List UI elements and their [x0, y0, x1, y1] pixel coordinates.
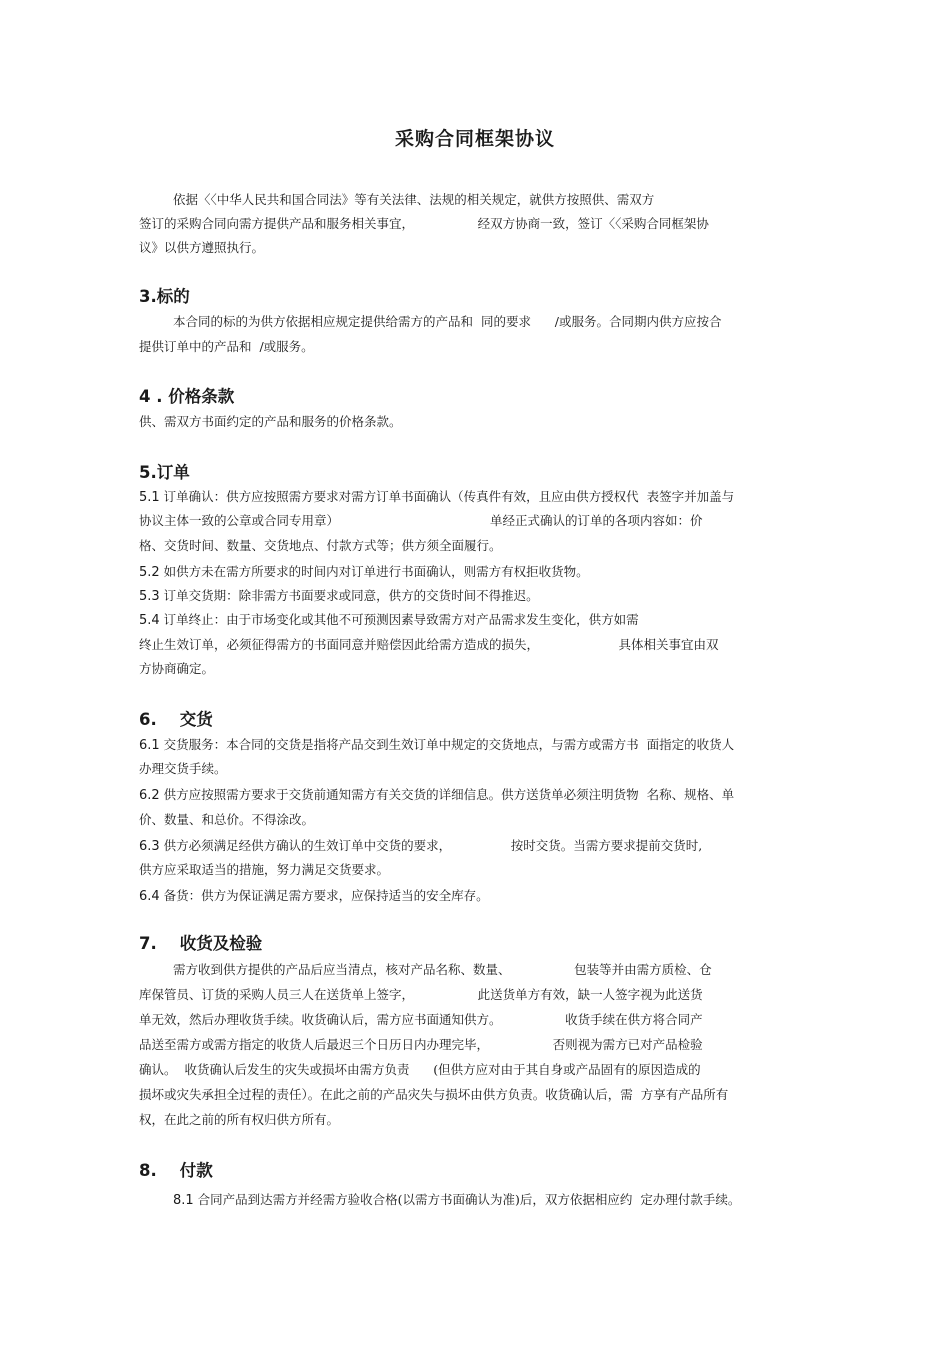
section-7-heading: 7. 收货及检验 — [139, 934, 263, 953]
clause-5-1-line-3: 格、交货时间、数量、交货地点、付款方式等；供方须全面履行。 — [139, 538, 502, 553]
section-7-line-5: 确认。 收货确认后发生的灾失或损坏由需方负责 (但供方应对由于其自身或产品固有的原因造成的 — [139, 1062, 701, 1077]
clause-6-2-line-1: 6.2 供方应按照需方要求于交货前通知需方有关交货的详细信息。供方送货单必须注明货物 名称、规格、单 — [139, 787, 735, 803]
clause-6-3-line-1: 6.3 供方必须满足经供方确认的生效订单中交货的要求， 按时交货。当需方要求提前交货时, — [139, 838, 703, 854]
section-7-line-6: 损坏或灾失承担全过程的责任）。在此之前的产品灾失与损坏由供方负责。收货确认后，需 方享有产品所有 — [139, 1087, 729, 1102]
clause-5-2: 5.2 如供方未在需方所要求的时间内对订单进行书面确认，则需方有权拒收货物。 — [139, 564, 589, 580]
clause-5-1-line-2: 协议主体一致的公章或合同专用章） 单经正式确认的订单的各项内容如：价 — [139, 513, 703, 528]
section-7-line-1: 需方收到供方提供的产品后应当清点，核对产品名称、数量、 包装等并由需方质检、仓 — [173, 962, 712, 977]
clause-number: 5.1 — [139, 490, 160, 505]
clause-number: 5.3 — [139, 589, 160, 604]
section-4-heading: 4 . 价格条款 — [139, 387, 235, 406]
clause-number: 5.4 — [139, 613, 160, 628]
preamble-line-3: 议》以供方遵照执行。 — [139, 240, 265, 255]
section-7-line-2: 库保管员、订货的采购人员三人在送货单上签字， 此送货单方有效，缺一人签字视为此送货 — [139, 987, 703, 1002]
preamble-line-2: 签订的采购合同向需方提供产品和服务相关事宜， 经双方协商一致，签订〈〈采购合同框架协 — [139, 216, 709, 231]
clause-5-4-line-2: 终止生效订单，必须征得需方的书面同意并赔偿因此给需方造成的损失， 具体相关事宜由双 — [139, 637, 719, 652]
section-3-line-2: 提供订单中的产品和 /或服务。 — [139, 339, 314, 354]
clause-6-3-line-2: 供方应采取适当的措施，努力满足交货要求。 — [139, 862, 390, 877]
preamble-line-1: 依据〈〈中华人民共和国合同法》等有关法律、法规的相关规定，就供方按照供、需双方 — [173, 192, 655, 207]
clause-6-4: 6.4 备货：供方为保证满足需方要求，应保持适当的安全库存。 — [139, 888, 489, 904]
section-4-line-1: 供、需双方书面约定的产品和服务的价格条款。 — [139, 414, 402, 429]
section-7-line-4: 品送至需方或需方指定的收货人后最迟三个日历日内办理完毕， 否则视为需方已对产品检验 — [139, 1037, 703, 1052]
clause-number: 6.4 — [139, 889, 160, 904]
section-5-heading: 5.订单 — [139, 463, 190, 482]
section-8-heading: 8. 付款 — [139, 1161, 213, 1180]
clause-number: 8.1 — [173, 1193, 194, 1208]
clause-number: 6.1 — [139, 738, 160, 753]
clause-5-4-line-3: 方协商确定。 — [139, 661, 215, 676]
clause-6-1-line-2: 办理交货手续。 — [139, 761, 227, 776]
clause-number: 6.3 — [139, 839, 160, 854]
clause-number: 6.2 — [139, 788, 160, 803]
clause-5-1-line-1: 5.1 订单确认：供方应按照需方要求对需方订单书面确认（传真件有效，且应由供方授权代 表签字并加盖与 — [139, 489, 735, 505]
clause-5-3: 5.3 订单交货期：除非需方书面要求或同意，供方的交货时间不得推迟。 — [139, 588, 539, 604]
section-7-line-3: 单无效，然后办理收货手续。收货确认后，需方应书面通知供方。 收货手续在供方将合同产 — [139, 1012, 703, 1027]
clause-8-1: 8.1 合同产品到达需方并经需方验收合格(以需方书面确认为准)后，双方依据相应约 定办理付款手续。 — [173, 1192, 741, 1208]
section-3-line-1: 本合同的标的为供方依据相应规定提供给需方的产品和 同的要求 /或服务。合同期内供方应按合 — [173, 314, 722, 329]
clause-5-4-line-1: 5.4 订单终止：由于市场变化或其他不可预测因素导致需方对产品需求发生变化，供方如需 — [139, 612, 639, 628]
clause-number: 5.2 — [139, 565, 160, 580]
section-3-heading: 3.标的 — [139, 287, 190, 306]
clause-6-2-line-2: 价、数量、和总价。不得涂改。 — [139, 812, 315, 827]
document-title: 采购合同框架协议 — [394, 128, 555, 150]
section-6-heading: 6. 交货 — [139, 710, 213, 729]
clause-6-1-line-1: 6.1 交货服务：本合同的交货是指将产品交到生效订单中规定的交货地点，与需方或需方书 面指定的收货人 — [139, 737, 735, 753]
section-7-line-7: 权，在此之前的所有权归供方所有。 — [139, 1112, 340, 1127]
